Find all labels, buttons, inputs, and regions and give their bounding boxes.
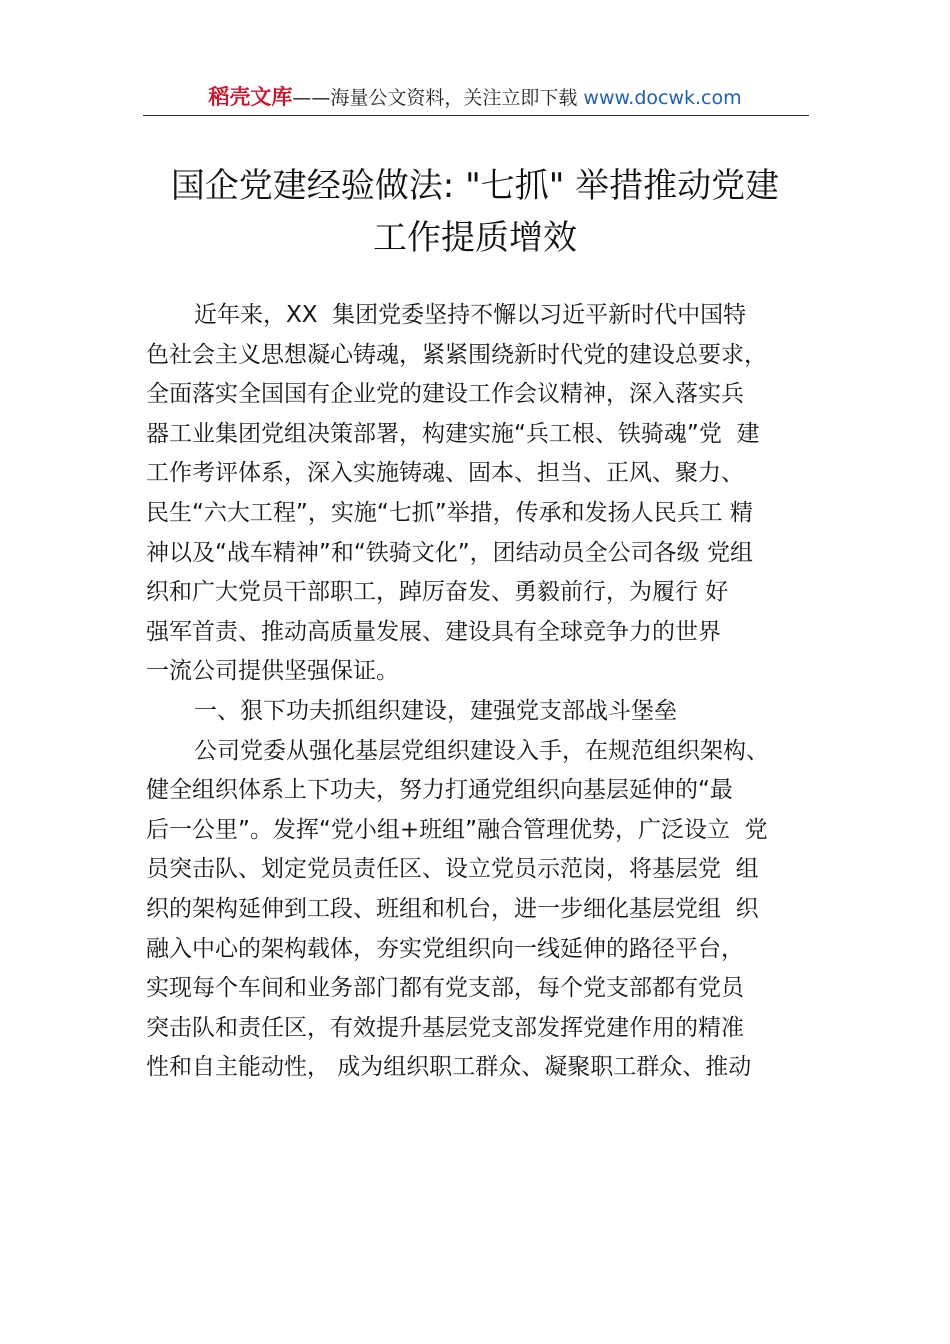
document-body	[146, 296, 836, 1088]
site-url-link[interactable]: www.docwk.com	[583, 87, 742, 109]
brand-logo-text[interactable]: 稻壳文库	[208, 85, 293, 109]
body-line: 员突击队、划定党员责任区、设立党员示范岗，将基层党 组	[146, 856, 759, 883]
header-slogan: ——海量公文资料，关注立即下载	[292, 87, 578, 109]
header-divider	[143, 115, 809, 116]
body-line: 一流公司提供坚强保证。	[146, 658, 399, 685]
body-line: 工作考评体系，深入实施铸魂、固本、担当、正风、聚力、	[146, 460, 744, 487]
body-line: 神以及“战车精神”和“铁骑文化”，团结动员全公司各级 党组	[146, 539, 753, 566]
body-line: 全面落实全国国有企业党的建设工作会议精神，深入落实兵	[146, 381, 744, 408]
body-line: 后一公里”。发挥“党小组+班组”融合管理优势，广泛设立 党	[146, 816, 768, 843]
body-line: 色社会主义思想凝心铸魂，紧紧围绕新时代党的建设总要求，	[146, 341, 767, 368]
body-line: 融入中心的架构载体，夯实党组织向一线延伸的路径平台，	[146, 935, 744, 962]
body-line: 织的架构延伸到工段、班组和机台，进一步细化基层党组 织	[146, 895, 759, 922]
body-line: 强军首责、推动高质量发展、建设具有全球竞争力的世界	[146, 618, 721, 645]
document-title	[100, 160, 850, 264]
body-line: 突击队和责任区，有效提升基层党支部发挥党建作用的精准	[146, 1014, 744, 1041]
body-line: 器工业集团党组决策部署，构建实施“兵工根、铁骑魂”党 建	[146, 420, 760, 447]
body-line: 近年来，XX 集团党委坚持不懈以习近平新时代中国特	[194, 302, 747, 328]
title-line-1: 国企党建经验做法: "七抓" 举措推动党建	[170, 166, 780, 206]
title-line-2: 工作提质增效	[373, 218, 577, 258]
body-line: 织和广大党员干部职工，踔厉奋发、勇毅前行，为履行 好	[146, 579, 729, 606]
body-line: 性和自主能动性， 成为组织职工群众、凝聚职工群众、推动	[146, 1054, 752, 1081]
body-line: 实现每个车间和业务部门都有党支部，每个党支部都有党员	[146, 975, 744, 1002]
section-heading: 一、狠下功夫抓组织建设，建强党支部战斗堡垒	[194, 697, 677, 724]
body-line: 公司党委从强化基层党组织建设入手，在规范组织架构、	[194, 737, 769, 764]
body-line: 健全组织体系上下功夫，努力打通党组织向基层延伸的“最	[146, 777, 733, 804]
body-line: 民生“六大工程”，实施“七抓”举措，传承和发扬人民兵工 精	[146, 499, 753, 526]
site-header	[0, 84, 950, 111]
